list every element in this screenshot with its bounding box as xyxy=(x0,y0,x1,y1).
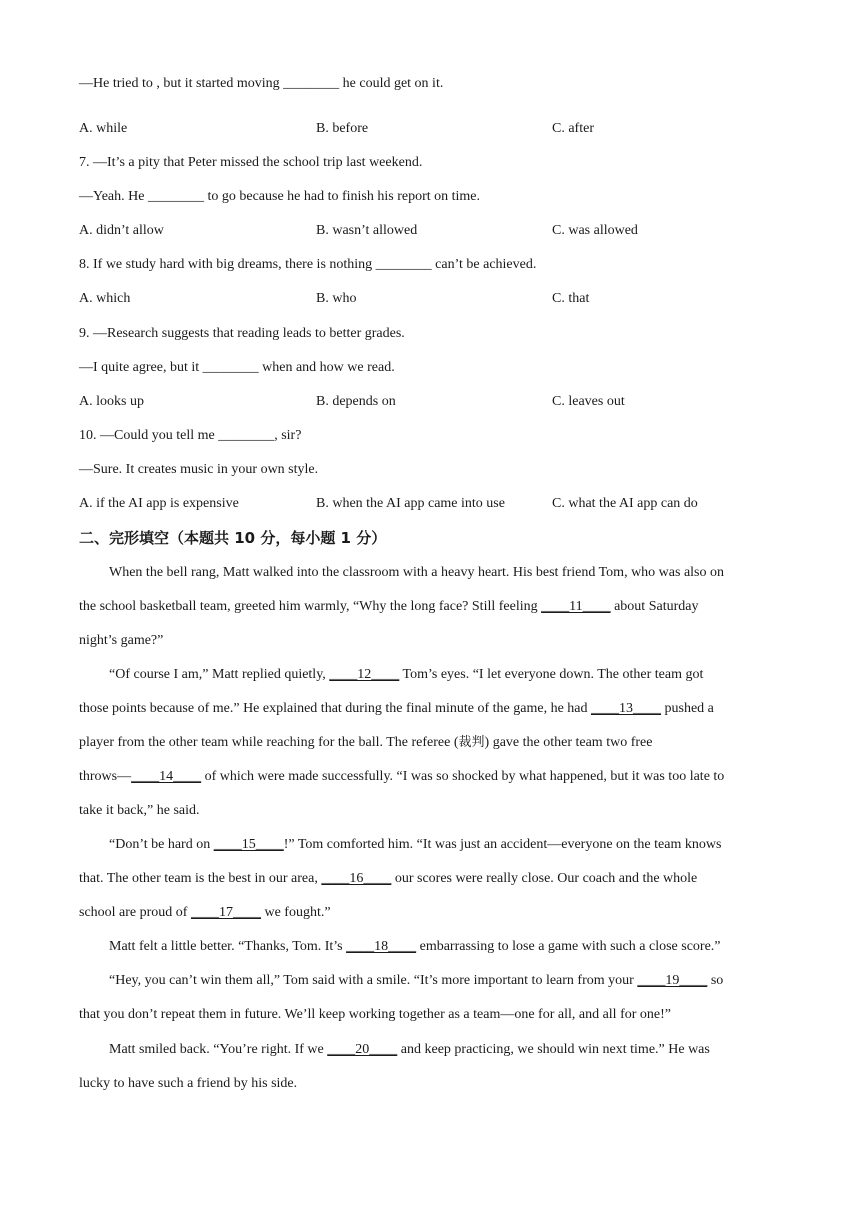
question-8-option-a: A. which xyxy=(79,291,131,306)
section-title-cloze: 二、完形填空（本题共 10 分，每小题 1 分） xyxy=(79,529,387,547)
question-10-response: —Sure. It creates music in your own style. xyxy=(79,462,319,477)
passage-line: lucky to have such a friend by his side. xyxy=(79,1076,298,1091)
passage-line xyxy=(79,734,652,752)
passage-text: ) gave the other team two free xyxy=(484,735,653,750)
referee-chinese-gloss: 裁判 xyxy=(458,735,485,750)
passage-line xyxy=(109,836,721,854)
blank-18: ____18____ xyxy=(346,939,417,954)
passage-text: “Of course I am,” Matt replied quietly, xyxy=(109,667,330,682)
passage-line: take it back,” he said. xyxy=(79,803,200,818)
blank-14: ____14____ xyxy=(131,769,202,784)
passage-line: When the bell rang, Matt walked into the classroom with a heavy heart. His best friend Tom, who was also on xyxy=(109,565,725,580)
question-10-stem: 10. —Could you tell me ________, sir? xyxy=(79,428,302,443)
question-9-response: —I quite agree, but it ________ when and how we read. xyxy=(79,360,395,375)
passage-line xyxy=(109,938,721,956)
passage-text: Matt smiled back. “You’re right. If we xyxy=(109,1042,328,1057)
passage-text: !” Tom comforted him. “It was just an accident—everyone on the team knows xyxy=(283,837,722,852)
question-10-option-b: B. when the AI app came into use xyxy=(316,496,505,511)
passage-text: pushed a xyxy=(661,701,714,716)
passage-text: Tom’s eyes. “I let everyone down. The other team got xyxy=(399,667,704,682)
passage-line xyxy=(79,870,697,888)
question-8-stem: 8. If we study hard with big dreams, there is nothing ________ can’t be achieved. xyxy=(79,257,537,272)
question-6-option-b: B. before xyxy=(316,121,369,136)
blank-17: ____17____ xyxy=(190,905,261,920)
passage-line xyxy=(79,598,698,616)
passage-line xyxy=(109,972,723,990)
passage-text: those points because of me.” He explained that during the final minute of the game, he had xyxy=(79,701,592,716)
blank-11: ____11____ xyxy=(541,599,611,614)
question-7-option-b: B. wasn’t allowed xyxy=(316,223,418,238)
question-9-option-a: A. looks up xyxy=(79,394,144,409)
passage-text: of which were made successfully. “I was so shocked by what happened, but it was too late to xyxy=(201,769,725,784)
question-7-response: —Yeah. He ________ to go because he had to finish his report on time. xyxy=(79,189,481,204)
passage-text: so xyxy=(707,973,724,988)
passage-text: embarrassing to lose a game with such a close score.” xyxy=(416,939,721,954)
passage-text: Matt felt a little better. “Thanks, Tom. It’s xyxy=(109,939,347,954)
passage-line: night’s game?” xyxy=(79,633,164,648)
question-10-option-a: A. if the AI app is expensive xyxy=(79,496,239,511)
question-6-prompt xyxy=(79,75,443,93)
passage-text: “Don’t be hard on xyxy=(109,837,214,852)
passage-line xyxy=(79,768,724,786)
question-10-option-c: C. what the AI app can do xyxy=(552,496,698,511)
blank-19: ____19____ xyxy=(637,973,708,988)
passage-text: school are proud of xyxy=(79,905,191,920)
question-9-stem: 9. —Research suggests that reading leads to better grades. xyxy=(79,326,405,341)
passage-text: “Hey, you can’t win them all,” Tom said with a smile. “It’s more important to learn from your xyxy=(109,973,638,988)
passage-text: the school basketball team, greeted him warmly, “Why the long face? Still feeling xyxy=(79,599,542,614)
passage-text: and keep practicing, we should win next time.” He was xyxy=(397,1042,710,1057)
passage-line xyxy=(79,700,714,718)
blank-12: ____12____ xyxy=(329,667,400,682)
blank-13: ____13____ xyxy=(591,701,662,716)
question-6-text: —He tried to , but it started moving ________ he could get on it. xyxy=(79,76,444,91)
passage-text: about Saturday xyxy=(610,599,699,614)
question-6-option-a: A. while xyxy=(79,121,128,136)
passage-text: our scores were really close. Our coach and the whole xyxy=(391,871,698,886)
passage-text: throws— xyxy=(79,769,132,784)
question-6-option-c: C. after xyxy=(552,121,594,136)
blank-16: ____16____ xyxy=(321,871,392,886)
question-7-option-a: A. didn’t allow xyxy=(79,223,164,238)
passage-line xyxy=(109,1041,710,1059)
blank-15: ____15____ xyxy=(213,837,284,852)
blank-20: ____20____ xyxy=(327,1042,398,1057)
passage-text: we fought.” xyxy=(260,905,331,920)
passage-text: player from the other team while reaching for the ball. The referee ( xyxy=(79,735,459,750)
passage-text: that. The other team is the best in our area, xyxy=(79,871,322,886)
question-8-option-c: C. that xyxy=(552,291,590,306)
question-7-stem: 7. —It’s a pity that Peter missed the school trip last weekend. xyxy=(79,155,423,170)
question-9-option-b: B. depends on xyxy=(316,394,396,409)
question-9-option-c: C. leaves out xyxy=(552,394,625,409)
passage-line xyxy=(109,666,703,684)
passage-line xyxy=(79,904,331,922)
question-7-option-c: C. was allowed xyxy=(552,223,638,238)
question-8-option-b: B. who xyxy=(316,291,357,306)
passage-line: that you don’t repeat them in future. We’ll keep working together as a team—one for all, and all for one!” xyxy=(79,1007,671,1022)
